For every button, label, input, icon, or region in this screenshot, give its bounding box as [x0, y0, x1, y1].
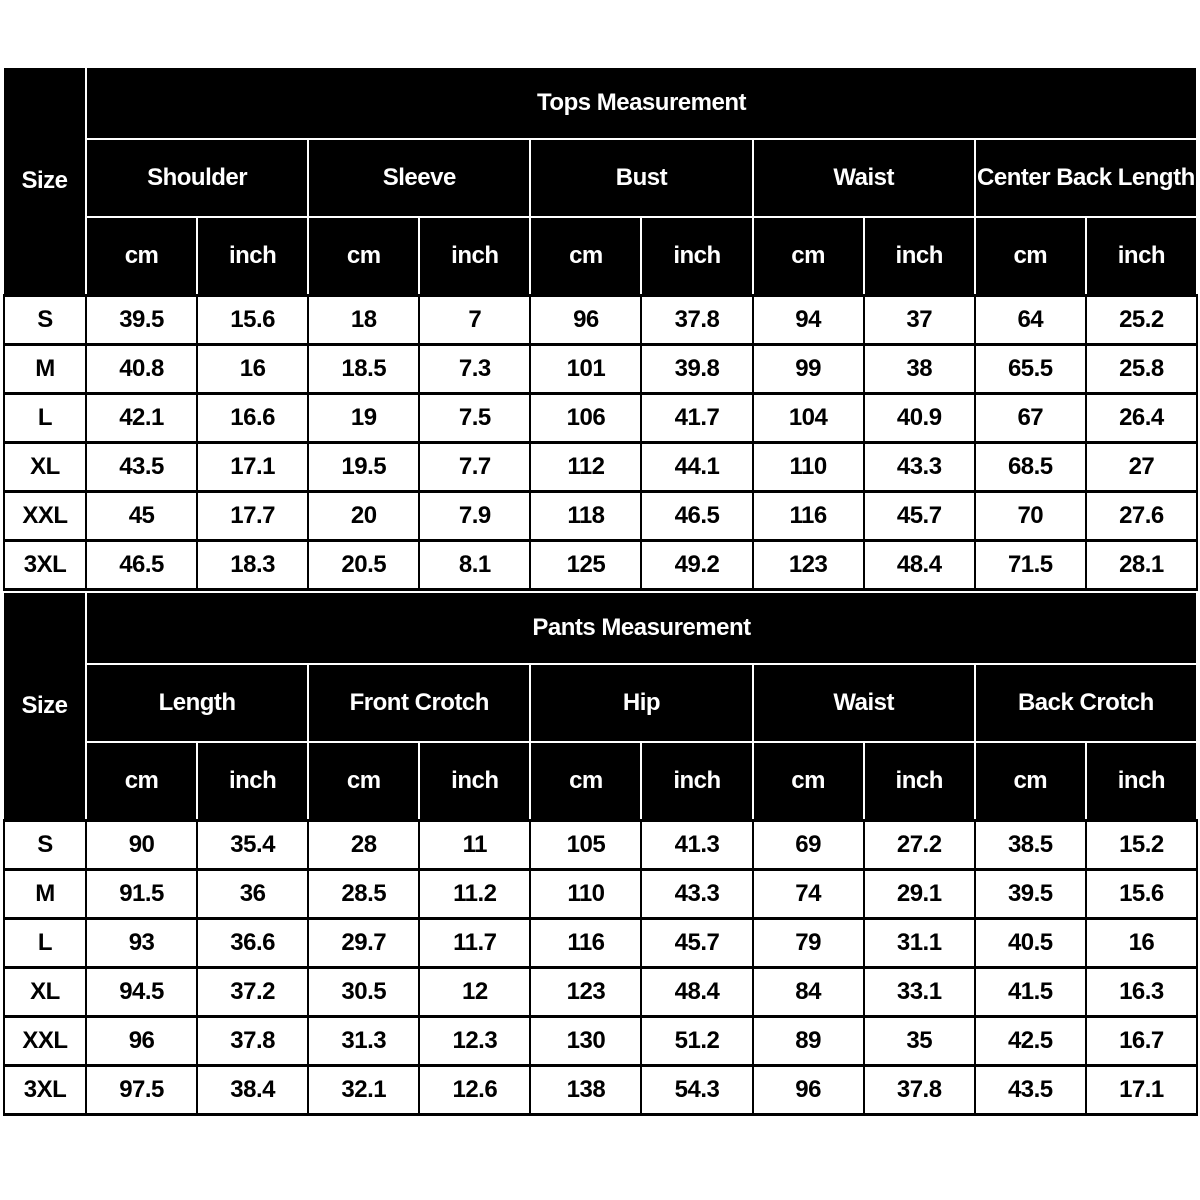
value-cell: 18.5	[308, 345, 419, 394]
unit-header: cm	[975, 217, 1086, 296]
table-row	[4, 919, 1197, 968]
value-cell: 35.4	[197, 821, 308, 870]
value-cell: 27.6	[1086, 492, 1197, 541]
value-cell: 7.9	[419, 492, 530, 541]
value-cell: 15.2	[1086, 821, 1197, 870]
unit-header: inch	[419, 742, 530, 821]
value-cell: 54.3	[641, 1066, 752, 1115]
value-cell: 18	[308, 296, 419, 345]
value-cell: 20.5	[308, 541, 419, 590]
value-cell: 20	[308, 492, 419, 541]
value-cell: 7	[419, 296, 530, 345]
table-row	[4, 541, 1197, 590]
size-cell: M	[4, 345, 86, 394]
size-cell: 3XL	[4, 541, 86, 590]
value-cell: 37	[864, 296, 975, 345]
column-group-header: Waist	[753, 139, 975, 217]
value-cell: 97.5	[86, 1066, 197, 1115]
value-cell: 39.5	[86, 296, 197, 345]
value-cell: 38.4	[197, 1066, 308, 1115]
value-cell: 101	[530, 345, 641, 394]
table-row	[4, 345, 1197, 394]
tops-measurement-table	[3, 66, 1198, 591]
value-cell: 7.3	[419, 345, 530, 394]
value-cell: 37.8	[641, 296, 752, 345]
value-cell: 43.3	[641, 870, 752, 919]
table-title: Pants Measurement	[86, 592, 1197, 664]
value-cell: 123	[530, 968, 641, 1017]
value-cell: 46.5	[86, 541, 197, 590]
value-cell: 41.7	[641, 394, 752, 443]
value-cell: 27	[1086, 443, 1197, 492]
value-cell: 44.1	[641, 443, 752, 492]
value-cell: 16.6	[197, 394, 308, 443]
value-cell: 18.3	[197, 541, 308, 590]
value-cell: 112	[530, 443, 641, 492]
value-cell: 96	[86, 1017, 197, 1066]
table-row	[4, 296, 1197, 345]
value-cell: 94	[753, 296, 864, 345]
value-cell: 105	[530, 821, 641, 870]
unit-header: cm	[530, 742, 641, 821]
value-cell: 41.3	[641, 821, 752, 870]
value-cell: 27.2	[864, 821, 975, 870]
value-cell: 96	[753, 1066, 864, 1115]
value-cell: 28.1	[1086, 541, 1197, 590]
value-cell: 38	[864, 345, 975, 394]
value-cell: 29.1	[864, 870, 975, 919]
column-group-header: Back Crotch	[975, 664, 1197, 742]
value-cell: 40.8	[86, 345, 197, 394]
size-cell: S	[4, 821, 86, 870]
value-cell: 91.5	[86, 870, 197, 919]
value-cell: 35	[864, 1017, 975, 1066]
column-group-header: Sleeve	[308, 139, 530, 217]
unit-header: inch	[419, 217, 530, 296]
unit-header: inch	[641, 742, 752, 821]
value-cell: 12.6	[419, 1066, 530, 1115]
value-cell: 48.4	[641, 968, 752, 1017]
value-cell: 29.7	[308, 919, 419, 968]
size-cell: L	[4, 919, 86, 968]
value-cell: 116	[530, 919, 641, 968]
value-cell: 116	[753, 492, 864, 541]
column-group-header: Bust	[530, 139, 752, 217]
value-cell: 37.8	[864, 1066, 975, 1115]
value-cell: 11.2	[419, 870, 530, 919]
value-cell: 64	[975, 296, 1086, 345]
unit-header: inch	[197, 217, 308, 296]
value-cell: 38.5	[975, 821, 1086, 870]
unit-header: cm	[86, 217, 197, 296]
table-row	[4, 821, 1197, 870]
value-cell: 32.1	[308, 1066, 419, 1115]
value-cell: 31.3	[308, 1017, 419, 1066]
value-cell: 16.3	[1086, 968, 1197, 1017]
table-row	[4, 394, 1197, 443]
value-cell: 12	[419, 968, 530, 1017]
table-row	[4, 968, 1197, 1017]
value-cell: 43.5	[86, 443, 197, 492]
value-cell: 45.7	[864, 492, 975, 541]
column-group-header: Center Back Length	[975, 139, 1197, 217]
value-cell: 15.6	[197, 296, 308, 345]
value-cell: 39.8	[641, 345, 752, 394]
value-cell: 28	[308, 821, 419, 870]
value-cell: 118	[530, 492, 641, 541]
unit-header: cm	[753, 742, 864, 821]
value-cell: 89	[753, 1017, 864, 1066]
table-row	[4, 443, 1197, 492]
value-cell: 99	[753, 345, 864, 394]
value-cell: 94.5	[86, 968, 197, 1017]
value-cell: 110	[753, 443, 864, 492]
value-cell: 30.5	[308, 968, 419, 1017]
value-cell: 70	[975, 492, 1086, 541]
value-cell: 71.5	[975, 541, 1086, 590]
unit-header: inch	[864, 217, 975, 296]
size-cell: XL	[4, 968, 86, 1017]
value-cell: 51.2	[641, 1017, 752, 1066]
value-cell: 65.5	[975, 345, 1086, 394]
size-cell: M	[4, 870, 86, 919]
value-cell: 123	[753, 541, 864, 590]
value-cell: 15.6	[1086, 870, 1197, 919]
value-cell: 17.1	[1086, 1066, 1197, 1115]
value-cell: 104	[753, 394, 864, 443]
unit-header: inch	[1086, 742, 1197, 821]
value-cell: 7.7	[419, 443, 530, 492]
value-cell: 31.1	[864, 919, 975, 968]
unit-header: cm	[753, 217, 864, 296]
table-title: Tops Measurement	[86, 67, 1197, 139]
size-cell: XXL	[4, 492, 86, 541]
table-row	[4, 492, 1197, 541]
value-cell: 130	[530, 1017, 641, 1066]
value-cell: 25.8	[1086, 345, 1197, 394]
unit-header: cm	[308, 217, 419, 296]
value-cell: 40.5	[975, 919, 1086, 968]
value-cell: 68.5	[975, 443, 1086, 492]
size-cell: 3XL	[4, 1066, 86, 1115]
column-group-header: Shoulder	[86, 139, 308, 217]
value-cell: 16	[1086, 919, 1197, 968]
unit-header: cm	[975, 742, 1086, 821]
unit-header: inch	[197, 742, 308, 821]
value-cell: 39.5	[975, 870, 1086, 919]
value-cell: 106	[530, 394, 641, 443]
table-row	[4, 1066, 1197, 1115]
value-cell: 69	[753, 821, 864, 870]
size-cell: XL	[4, 443, 86, 492]
value-cell: 45.7	[641, 919, 752, 968]
value-cell: 12.3	[419, 1017, 530, 1066]
value-cell: 43.3	[864, 443, 975, 492]
value-cell: 17.7	[197, 492, 308, 541]
size-cell: S	[4, 296, 86, 345]
value-cell: 46.5	[641, 492, 752, 541]
value-cell: 36.6	[197, 919, 308, 968]
unit-header: inch	[641, 217, 752, 296]
column-group-header: Front Crotch	[308, 664, 530, 742]
value-cell: 33.1	[864, 968, 975, 1017]
size-header: Size	[4, 67, 86, 296]
unit-header: inch	[864, 742, 975, 821]
value-cell: 138	[530, 1066, 641, 1115]
value-cell: 90	[86, 821, 197, 870]
value-cell: 26.4	[1086, 394, 1197, 443]
value-cell: 43.5	[975, 1066, 1086, 1115]
value-cell: 28.5	[308, 870, 419, 919]
value-cell: 42.1	[86, 394, 197, 443]
value-cell: 40.9	[864, 394, 975, 443]
value-cell: 36	[197, 870, 308, 919]
value-cell: 49.2	[641, 541, 752, 590]
value-cell: 45	[86, 492, 197, 541]
unit-header: inch	[1086, 217, 1197, 296]
value-cell: 37.2	[197, 968, 308, 1017]
value-cell: 25.2	[1086, 296, 1197, 345]
value-cell: 19	[308, 394, 419, 443]
value-cell: 37.8	[197, 1017, 308, 1066]
value-cell: 11	[419, 821, 530, 870]
value-cell: 11.7	[419, 919, 530, 968]
value-cell: 16.7	[1086, 1017, 1197, 1066]
table-row	[4, 1017, 1197, 1066]
value-cell: 48.4	[864, 541, 975, 590]
size-header: Size	[4, 592, 86, 821]
unit-header: cm	[86, 742, 197, 821]
unit-header: cm	[530, 217, 641, 296]
value-cell: 16	[197, 345, 308, 394]
size-cell: XXL	[4, 1017, 86, 1066]
pants-measurement-table	[3, 591, 1198, 1116]
value-cell: 96	[530, 296, 641, 345]
value-cell: 74	[753, 870, 864, 919]
value-cell: 110	[530, 870, 641, 919]
size-cell: L	[4, 394, 86, 443]
value-cell: 41.5	[975, 968, 1086, 1017]
value-cell: 19.5	[308, 443, 419, 492]
value-cell: 8.1	[419, 541, 530, 590]
value-cell: 79	[753, 919, 864, 968]
value-cell: 7.5	[419, 394, 530, 443]
value-cell: 84	[753, 968, 864, 1017]
size-chart	[3, 66, 1198, 1116]
value-cell: 42.5	[975, 1017, 1086, 1066]
unit-header: cm	[308, 742, 419, 821]
value-cell: 93	[86, 919, 197, 968]
column-group-header: Length	[86, 664, 308, 742]
column-group-header: Hip	[530, 664, 752, 742]
column-group-header: Waist	[753, 664, 975, 742]
table-row	[4, 870, 1197, 919]
value-cell: 125	[530, 541, 641, 590]
value-cell: 67	[975, 394, 1086, 443]
value-cell: 17.1	[197, 443, 308, 492]
